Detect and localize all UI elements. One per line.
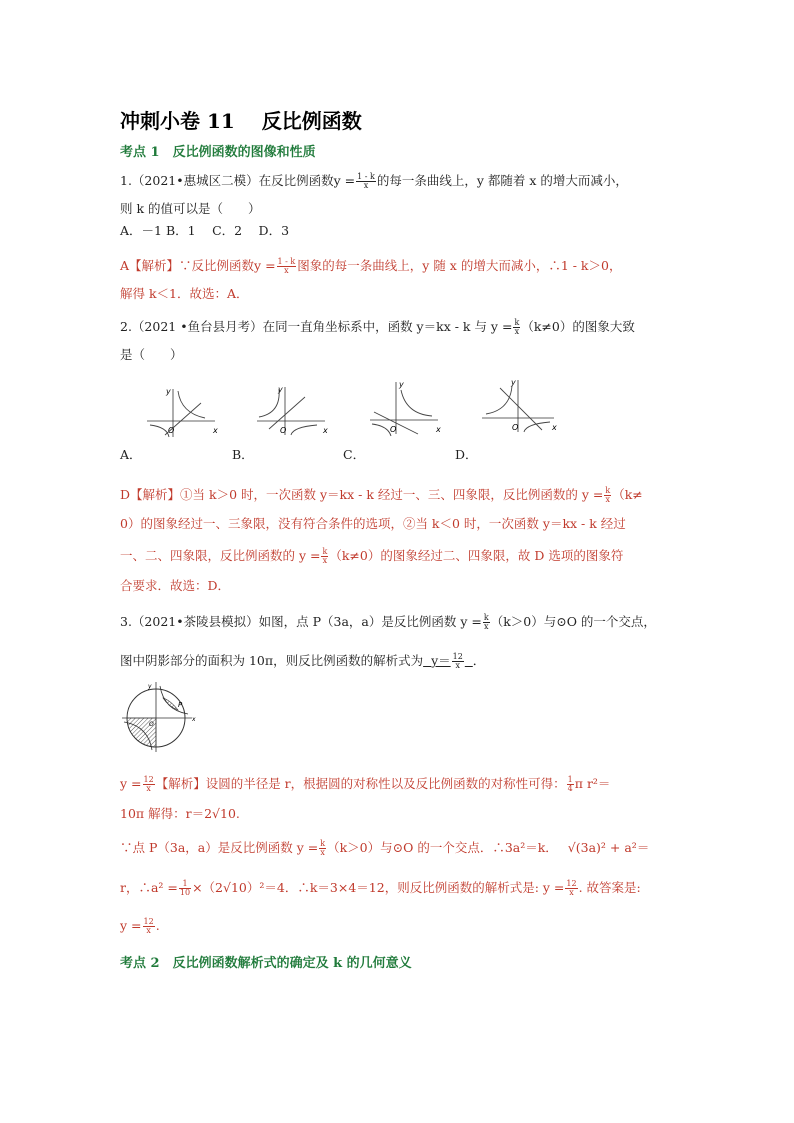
question-2-line-1 — [120, 319, 635, 336]
a3-line4-pre: r，∴a² = — [120, 880, 178, 895]
axis-x-label: x — [323, 426, 328, 435]
origin-label: O — [280, 426, 287, 435]
a2-line3-post: （k≠0）的图象经过二、四象限，故 D 选项的图象符 — [329, 548, 624, 563]
a3-fraction-3: $\frac{k}{x}$ — [320, 839, 326, 857]
answer-2-line-2: 0）的图象经过一、三象限，没有符合条件的选项，②当 k＜0 时，一次函数 y＝kx - k 经过 — [120, 516, 626, 531]
q2-text-pre: 2.（2021 •鱼台县月考）在同一直角坐标系中，函数 y＝kx - k 与 y = — [120, 319, 513, 334]
axis-y-label: y — [166, 387, 171, 396]
origin-label: O — [168, 426, 175, 435]
a3-fraction-2: $\frac{1}{4}$ — [567, 775, 573, 793]
axis-x-label: x — [552, 423, 557, 432]
point-p-label: P — [178, 701, 183, 709]
axis-x-label: x — [192, 716, 196, 723]
answer-blank: y＝ $\frac{12}{x}$ — [431, 652, 463, 670]
a3-line4-post: . 故答案是: — [578, 880, 641, 895]
a3-fraction-5: $\frac{12}{x}$ — [566, 879, 577, 897]
answer-3-line-2: 10π 解得：r＝2√10. — [120, 806, 240, 821]
a3-line3-post: （k＞0）与⊙O 的一个交点．∴3a²＝k． — [327, 840, 558, 855]
a2-fraction-1: $\frac{k}{x}$ — [605, 486, 611, 504]
a3-line1-tail: π r²＝ — [574, 776, 611, 791]
q1-fraction: $\frac{1 - k}{x}$ — [357, 172, 375, 190]
graph-option-c — [368, 378, 443, 438]
a3-line5-post: . — [155, 918, 160, 933]
answer-1-line-2: 解得 k＜1．故选：A． — [120, 286, 249, 301]
graph-option-a — [145, 385, 220, 440]
axis-y-label: y — [511, 378, 516, 387]
axis-x-label: x — [436, 425, 441, 434]
origin-label: O — [390, 425, 397, 434]
a2-fraction-2: $\frac{k}{x}$ — [322, 547, 328, 565]
a2-line3-pre: 一、二、四象限，反比例函数的 y = — [120, 548, 321, 563]
option-label-c: C． — [343, 447, 366, 462]
a3-fraction-4: $\frac{1}{10}$ — [179, 879, 191, 897]
axis-y-label: y — [399, 380, 404, 389]
a2-text-post: （k≠ — [612, 487, 643, 502]
q3-line2-pre: 图中阴影部分的面积为 10π，则反比例函数的解析式为 — [120, 653, 424, 668]
q3-line2-post: ． — [472, 653, 486, 668]
question-1-options: A．－1 B．1 C．2 D．3 — [120, 223, 290, 238]
answer-3-line-5 — [120, 918, 160, 935]
question-3-line-2 — [120, 653, 485, 670]
q2-fraction: $\frac{k}{x}$ — [514, 318, 520, 336]
a3-line4-mid: ×（2√10）²＝4．∴k＝3×4＝12，则反比例函数的解析式是: y = — [192, 880, 565, 895]
graph-option-d — [480, 376, 560, 436]
question-3-line-1 — [120, 614, 656, 631]
answer-3-line-1 — [120, 776, 610, 793]
answer-3-line-3 — [120, 840, 649, 857]
q3-fraction: $\frac{k}{x}$ — [483, 613, 489, 631]
origin-label: O — [149, 721, 154, 728]
option-label-a: A． — [120, 447, 142, 462]
a3-line1-pre: y = — [120, 776, 142, 791]
a3-line3-tail: √(3a)² + a²＝ — [567, 840, 650, 855]
q3-text-post: （k＞0）与⊙O 的一个交点， — [490, 614, 656, 629]
section-heading-1: 考点 1 反比例函数的图像和性质 — [120, 145, 316, 160]
a2-text-pre: D【解析】①当 k＞0 时，一次函数 y＝kx - k 经过一、三、四象限，反比例函数的 y = — [120, 487, 604, 502]
axis-y-label: y — [148, 683, 152, 690]
answer-1-line-1 — [120, 258, 621, 275]
a3-fraction-1: $\frac{12}{x}$ — [143, 775, 154, 793]
origin-label: O — [512, 423, 519, 432]
axis-x-label: x — [213, 426, 218, 435]
q3-text-pre: 3.（2021•茶陵县模拟）如图，点 P（3a，a）是反比例函数 y = — [120, 614, 482, 629]
a1-fraction: $\frac{1 - k}{x}$ — [277, 257, 296, 275]
answer-2-line-3 — [120, 548, 623, 565]
section-heading-2: 考点 2 反比例函数解析式的确定及 k 的几何意义 — [120, 956, 412, 971]
option-label-b: B． — [232, 447, 254, 462]
circle-figure — [118, 680, 198, 755]
a3-line1-post: 【解析】设圆的半径是 r，根据圆的对称性以及反比例函数的对称性可得： — [155, 776, 566, 791]
a3-fraction-6: $\frac{12}{x}$ — [143, 917, 154, 935]
question-1-line-1 — [120, 173, 628, 190]
question-2-line-2: 是（ ） — [120, 347, 183, 362]
a1-text-pre: A【解析】∵反比例函数y = — [120, 258, 276, 273]
q1-text-pre: 1.（2021•惠城区二模）在反比例函数y = — [120, 173, 356, 188]
q2-text-post: （k≠0）的图象大致 — [521, 319, 635, 334]
answer-2-line-1 — [120, 487, 643, 504]
axis-y-label: y — [278, 385, 283, 394]
option-label-d: D． — [455, 447, 478, 462]
answer-3-line-4 — [120, 880, 641, 897]
question-1-line-2: 则 k 的值可以是（ ） — [120, 201, 261, 216]
a3-line5-pre: y = — [120, 918, 142, 933]
page-title: 冲刺小卷 11 反比例函数 — [120, 109, 362, 133]
a3-line3-pre: ∵点 P（3a，a）是反比例函数 y = — [120, 840, 319, 855]
graph-option-b — [255, 383, 330, 438]
q1-text-post: 的每一条曲线上，y 都随着 x 的增大而减小， — [376, 173, 628, 188]
a1-text-post: 图象的每一条曲线上，y 随 x 的增大而减小，∴1 - k＞0， — [297, 258, 622, 273]
answer-2-line-4: 合要求．故选：D． — [120, 578, 231, 593]
